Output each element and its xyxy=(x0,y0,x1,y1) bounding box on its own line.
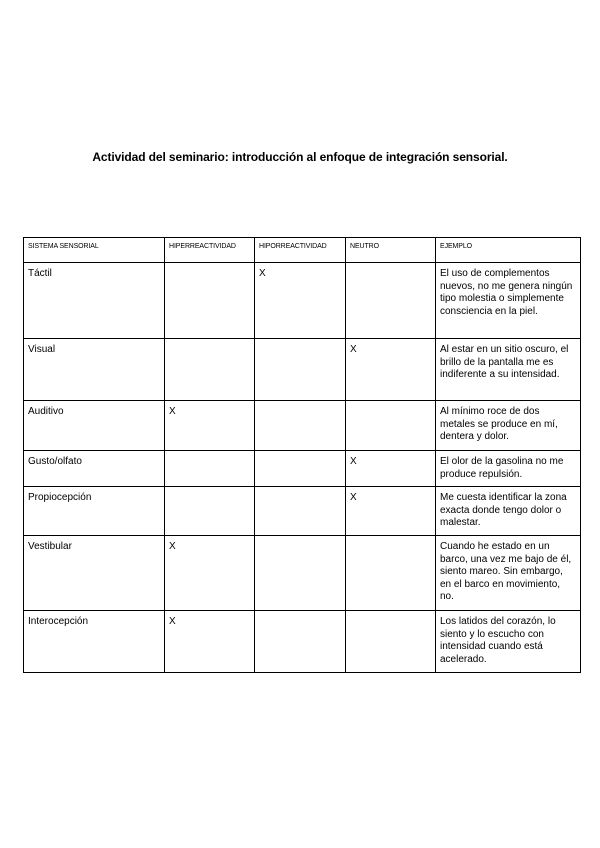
table-row xyxy=(24,536,581,611)
cell-ejemplo: El uso de complementos nuevos, no me genera ningún tipo molestia o simplemente consciencia en la piel. xyxy=(436,263,581,339)
cell-hipo xyxy=(255,536,346,611)
header-neutro: NEUTRO xyxy=(346,238,436,263)
cell-hiper xyxy=(165,339,255,401)
cell-hipo xyxy=(255,401,346,451)
cell-hiper xyxy=(165,263,255,339)
cell-hipo xyxy=(255,339,346,401)
cell-hiper xyxy=(165,451,255,487)
table-row xyxy=(24,339,581,401)
cell-hiper: X xyxy=(165,536,255,611)
cell-ejemplo: Al mínimo roce de dos metales se produce en mí, dentera y dolor. xyxy=(436,401,581,451)
cell-neutro: X xyxy=(346,339,436,401)
cell-hiper: X xyxy=(165,611,255,673)
table-row xyxy=(24,401,581,451)
cell-sistema: Auditivo xyxy=(24,401,165,451)
cell-ejemplo: Al estar en un sitio oscuro, el brillo de la pantalla me es indiferente a su intensidad. xyxy=(436,339,581,401)
cell-sistema: Visual xyxy=(24,339,165,401)
header-ejemplo: EJEMPLO xyxy=(436,238,581,263)
table-header-row xyxy=(24,238,581,263)
cell-sistema: Propiocepción xyxy=(24,487,165,536)
cell-hipo xyxy=(255,611,346,673)
cell-sistema: Gusto/olfato xyxy=(24,451,165,487)
header-sistema-sensorial: SISTEMA SENSORIAL xyxy=(24,238,165,263)
cell-neutro: X xyxy=(346,451,436,487)
header-hiporreactividad: HIPORREACTIVIDAD xyxy=(255,238,346,263)
cell-sistema: Interocepción xyxy=(24,611,165,673)
cell-ejemplo: Cuando he estado en un barco, una vez me bajo de él, siento mareo. Sin embargo, en el barco en movimiento, no. xyxy=(436,536,581,611)
cell-neutro xyxy=(346,611,436,673)
cell-sistema: Vestibular xyxy=(24,536,165,611)
cell-neutro xyxy=(346,536,436,611)
sensory-systems-table xyxy=(23,237,581,673)
cell-hiper: X xyxy=(165,401,255,451)
page-title: Actividad del seminario: introducción al enfoque de integración sensorial. xyxy=(92,150,508,164)
cell-neutro: X xyxy=(346,487,436,536)
cell-neutro xyxy=(346,263,436,339)
cell-neutro xyxy=(346,401,436,451)
cell-sistema: Táctil xyxy=(24,263,165,339)
cell-hipo xyxy=(255,487,346,536)
table-row xyxy=(24,451,581,487)
cell-hiper xyxy=(165,487,255,536)
cell-ejemplo: Los latidos del corazón, lo siento y lo escucho con intensidad cuando está acelerado. xyxy=(436,611,581,673)
cell-hipo: X xyxy=(255,263,346,339)
table-row xyxy=(24,263,581,339)
cell-hipo xyxy=(255,451,346,487)
cell-ejemplo: Me cuesta identificar la zona exacta donde tengo dolor o malestar. xyxy=(436,487,581,536)
cell-ejemplo: El olor de la gasolina no me produce repulsión. xyxy=(436,451,581,487)
header-hiperreactividad: HIPERREACTIVIDAD xyxy=(165,238,255,263)
table-row xyxy=(24,611,581,673)
table-row xyxy=(24,487,581,536)
